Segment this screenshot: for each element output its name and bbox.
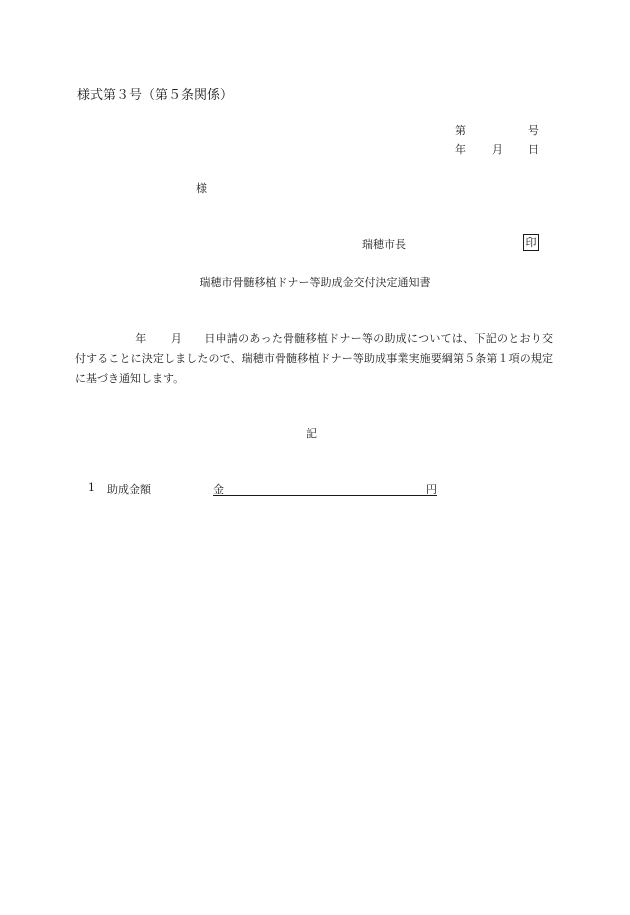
item-label: 助成金額 bbox=[107, 483, 151, 496]
body-paragraph bbox=[75, 329, 553, 389]
date-year: 年 bbox=[455, 143, 466, 156]
ki-heading: 記 bbox=[306, 427, 317, 440]
document-number-prefix: 第 bbox=[455, 124, 466, 137]
date-day: 日 bbox=[528, 143, 539, 156]
date-month: 月 bbox=[492, 143, 503, 156]
body-text: 日申請のあった骨髄移植ドナー等の助成については、下記のとおり交付することに決定しましたので、瑞穂市骨髄移植ドナー等助成事業実施要綱第５条第１項の規定に基づき通知します。 bbox=[75, 332, 554, 385]
addressee-suffix: 様 bbox=[196, 182, 207, 195]
body-month: 月 bbox=[170, 332, 183, 345]
document-number-suffix: 号 bbox=[528, 124, 539, 137]
amount-prefix: 金 bbox=[213, 483, 224, 496]
item-number: 1 bbox=[88, 481, 95, 494]
document-title: 瑞穂市骨髄移植ドナー等助成金交付決定通知書 bbox=[199, 276, 431, 289]
amount-suffix: 円 bbox=[426, 483, 437, 496]
seal-stamp: 印 bbox=[523, 234, 539, 251]
issuer-name: 瑞穂市長 bbox=[362, 238, 406, 251]
amount-field bbox=[213, 481, 437, 496]
body-year: 年 bbox=[135, 332, 147, 345]
form-number: 様式第３号（第５条関係） bbox=[77, 88, 234, 103]
